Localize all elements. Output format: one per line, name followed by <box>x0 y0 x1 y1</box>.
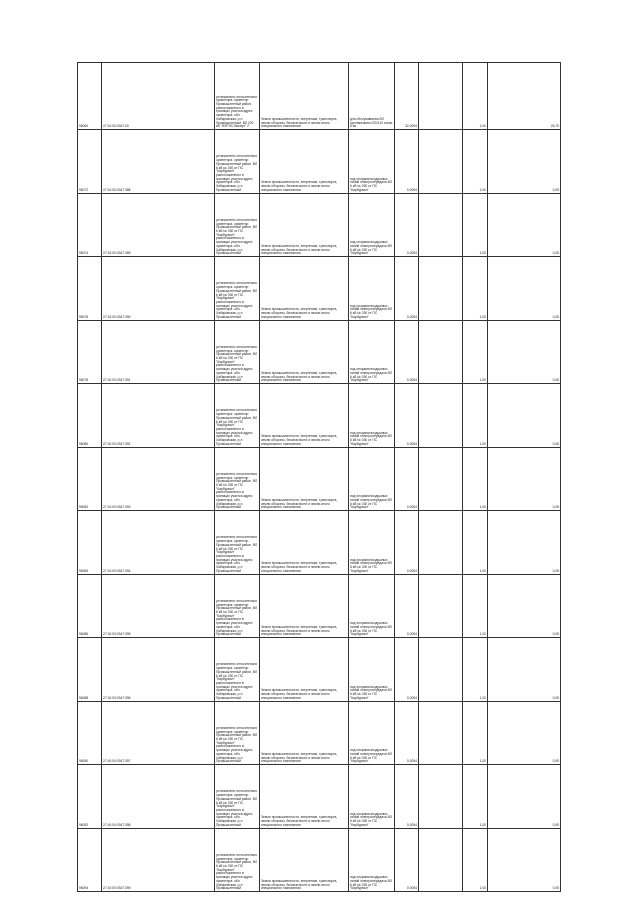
location-cell: установлено относительно ориентира: ориентир Промышленный район, ВЛ 6 кВ № 030 от ПС "Карбурвал" расположенного в границах участка адрес ориентира: обл. Хабаровская, р-н Промышленный <box>215 130 260 194</box>
area-cell: 0,0054 <box>395 130 419 194</box>
permitted-use-cell: под опорами воздушных линий электропередачи ВЛ 6 кВ № 030 от ПС "Карбурвал" <box>349 257 395 321</box>
table-row <box>78 257 561 321</box>
empty-cell <box>419 765 463 829</box>
location-cell: установлено относительно ориентира: ориентир Промышленный район, расположенного в границах участка адрес ориентира: обл. Хабаровская, р-н Промышленный, ВЛ 220 кВ "НХРЭС-Викарт" 2 <box>215 63 260 130</box>
value-cell: 0,05 <box>488 384 561 448</box>
land-category-cell: Земли промышленности, энергетики, транспорта, земли обороны, безопасности и земли иного специального назначения <box>260 193 349 257</box>
cadastral-number-cell: 27:10:00:0347:00 <box>102 63 215 130</box>
table-row <box>78 130 561 194</box>
cadastral-number-cell: 27:10:00:0347:399 <box>102 828 215 892</box>
row-id-cell: 96076 <box>78 257 102 321</box>
permitted-use-cell: под опорами воздушных линий электропередачи ВЛ 6 кВ № 030 от ПС "Карбурвал" <box>349 130 395 194</box>
land-category-cell: Земли промышленности, энергетики, транспорта, земли обороны, безопасности и земли иного специального назначения <box>260 701 349 765</box>
location-cell: установлено относительно ориентира: ориентир Промышленный район, ВЛ 6 кВ № 030 от ПС "Карбурвал" расположенного в границах участка адрес ориентира: обл. Хабаровская, р-н Промышленный <box>215 701 260 765</box>
location-cell: установлено относительно ориентира: ориентир Промышленный район, ВЛ 6 кВ № 030 от ПС "Карбурвал" расположенного в границах участка адрес ориентира: обл. Хабаровская, р-н Промышленный <box>215 511 260 575</box>
land-category-cell: Земли промышленности, энергетики, транспорта, земли обороны, безопасности и земли иного специального назначения <box>260 63 349 130</box>
value-cell: 1,00 <box>463 701 488 765</box>
area-cell: 0,0054 <box>395 320 419 384</box>
permitted-use-cell: под опорами воздушных линий электропередачи ВЛ 6 кВ № 030 от ПС "Карбурвал" <box>349 193 395 257</box>
cadastral-number-cell: 27:10:00:0347:394 <box>102 511 215 575</box>
area-cell: 0,0054 <box>395 447 419 511</box>
cadastral-number-cell: 27:10:00:0347:398 <box>102 765 215 829</box>
permitted-use-cell: под опорами воздушных линий электропередачи ВЛ 6 кВ № 030 от ПС "Карбурвал" <box>349 765 395 829</box>
cadastral-number-cell: 27:10:00:0347:393 <box>102 447 215 511</box>
cadastral-number-cell: 27:10:00:0347:389 <box>102 193 215 257</box>
permitted-use-cell: под опорами воздушных линий электропередачи ВЛ 6 кВ № 030 от ПС "Карбурвал" <box>349 701 395 765</box>
land-category-cell: Земли промышленности, энергетики, транспорта, земли обороны, безопасности и земли иного специального назначения <box>260 447 349 511</box>
empty-cell <box>419 193 463 257</box>
table-row <box>78 193 561 257</box>
permitted-use-cell: под опорами воздушных линий электропередачи ВЛ 6 кВ № 030 от ПС "Карбурвал" <box>349 511 395 575</box>
permitted-use-cell: под опорами воздушных линий электропередачи ВЛ 6 кВ № 030 от ПС "Карбурвал" <box>349 638 395 702</box>
empty-cell <box>419 63 463 130</box>
value-cell: 0,05 <box>488 193 561 257</box>
cadastral-number-cell: 27:10:00:0347:391 <box>102 320 215 384</box>
value-cell: 26,70 <box>488 63 561 130</box>
table-body <box>78 63 561 892</box>
area-cell: 0,0054 <box>395 828 419 892</box>
table-row <box>78 320 561 384</box>
permitted-use-cell: под опорами воздушных линий электропередачи ВЛ 6 кВ № 030 от ПС "Карбурвал" <box>349 828 395 892</box>
row-id-cell: 96074 <box>78 193 102 257</box>
empty-cell <box>419 447 463 511</box>
value-cell: 1,00 <box>463 574 488 638</box>
location-cell: установлено относительно ориентира: ориентир Промышленный район, ВЛ 6 кВ № 030 от ПС "Карбурвал" расположенного в границах участка адрес ориентира: обл. Хабаровская, р-н Промышленный <box>215 257 260 321</box>
area-cell: 0,0054 <box>395 257 419 321</box>
row-id-cell: 96060 <box>78 63 102 130</box>
empty-cell <box>419 384 463 448</box>
value-cell: 1,00 <box>463 63 488 130</box>
permitted-use-cell: под опорами воздушных линий электропередачи ВЛ 6 кВ № 030 от ПС "Карбурвал" <box>349 447 395 511</box>
cadastral-number-cell: 27:10:00:0347:388 <box>102 130 215 194</box>
area-cell: 0,0054 <box>395 384 419 448</box>
location-cell: установлено относительно ориентира: ориентир Промышленный район, ВЛ 6 кВ № 030 от ПС "Карбурвал" расположенного в границах участка адрес ориентира: обл. Хабаровская, р-н Промышленный <box>215 638 260 702</box>
land-category-cell: Земли промышленности, энергетики, транспорта, земли обороны, безопасности и земли иного специального назначения <box>260 384 349 448</box>
row-id-cell: 96094 <box>78 828 102 892</box>
value-cell: 0,05 <box>488 257 561 321</box>
empty-cell <box>419 320 463 384</box>
row-id-cell: 96088 <box>78 638 102 702</box>
value-cell: 1,00 <box>463 193 488 257</box>
area-cell: 0,0054 <box>395 574 419 638</box>
cadastral-number-cell: 27:10:00:0347:390 <box>102 257 215 321</box>
location-cell: установлено относительно ориентира: ориентир Промышленный район, ВЛ 6 кВ № 030 от ПС "Карбурвал" расположенного в границах участка адрес ориентира: обл. Хабаровская, р-н Промышленный <box>215 193 260 257</box>
area-cell: 0,0054 <box>395 701 419 765</box>
value-cell: 1,00 <box>463 511 488 575</box>
value-cell: 0,05 <box>488 765 561 829</box>
location-cell: установлено относительно ориентира: ориентир Промышленный район, ВЛ 6 кВ № 030 от ПС "Карбурвал" расположенного в границах участка адрес ориентира: обл. Хабаровская, р-н Промышленный <box>215 447 260 511</box>
area-cell: 32,0054 <box>395 63 419 130</box>
table-row <box>78 828 561 892</box>
row-id-cell: 96092 <box>78 765 102 829</box>
row-id-cell: 96090 <box>78 701 102 765</box>
empty-cell <box>419 257 463 321</box>
table-row <box>78 765 561 829</box>
value-cell: 0,05 <box>488 574 561 638</box>
land-category-cell: Земли промышленности, энергетики, транспорта, земли обороны, безопасности и земли иного специального назначения <box>260 828 349 892</box>
land-category-cell: Земли промышленности, энергетики, транспорта, земли обороны, безопасности и земли иного специального назначения <box>260 574 349 638</box>
value-cell: 1,00 <box>463 828 488 892</box>
empty-cell <box>419 511 463 575</box>
row-id-cell: 96080 <box>78 384 102 448</box>
empty-cell <box>419 574 463 638</box>
location-cell: установлено относительно ориентира: ориентир Промышленный район, ВЛ 6 кВ № 030 от ПС "Карбурвал" расположенного в границах участка адрес ориентира: обл. Хабаровская, р-н Промышленный <box>215 320 260 384</box>
value-cell: 1,00 <box>463 765 488 829</box>
value-cell: 0,05 <box>488 828 561 892</box>
value-cell: 0,05 <box>488 130 561 194</box>
location-cell: установлено относительно ориентира: ориентир Промышленный район, ВЛ 6 кВ № 030 от ПС "Карбурвал" расположенного в границах участка адрес ориентира: обл. Хабаровская, р-н Промышленный <box>215 828 260 892</box>
location-cell: установлено относительно ориентира: ориентир Промышленный район, ВЛ 6 кВ № 030 от ПС "Карбурвал" расположенного в границах участка адрес ориентира: обл. Хабаровская, р-н Промышленный <box>215 384 260 448</box>
empty-cell <box>419 828 463 892</box>
land-category-cell: Земли промышленности, энергетики, транспорта, земли обороны, безопасности и земли иного специального назначения <box>260 257 349 321</box>
table-row <box>78 384 561 448</box>
value-cell: 0,05 <box>488 447 561 511</box>
location-cell: установлено относительно ориентира: ориентир Промышленный район, ВЛ 6 кВ № 030 от ПС "Карбурвал" расположенного в границах участка адрес ориентира: обл. Хабаровская, р-н Промышленный <box>215 765 260 829</box>
area-cell: 0,0054 <box>395 765 419 829</box>
permitted-use-cell: под опорами воздушных линий электропередачи ВЛ 6 кВ № 030 от ПС "Карбурвал" <box>349 574 395 638</box>
table-row <box>78 63 561 130</box>
area-cell: 0,0054 <box>395 511 419 575</box>
row-id-cell: 96086 <box>78 574 102 638</box>
cadastral-number-cell: 27:10:00:0347:396 <box>102 638 215 702</box>
permitted-use-cell: под опорами воздушных линий электропередачи ВЛ 6 кВ № 030 от ПС "Карбурвал" <box>349 320 395 384</box>
land-category-cell: Земли промышленности, энергетики, транспорта, земли обороны, безопасности и земли иного специального назначения <box>260 320 349 384</box>
value-cell: 0,05 <box>488 638 561 702</box>
empty-cell <box>419 130 463 194</box>
value-cell: 1,00 <box>463 320 488 384</box>
cadastral-number-cell: 27:10:00:0347:397 <box>102 701 215 765</box>
land-plots-table <box>77 62 561 892</box>
land-category-cell: Земли промышленности, энергетики, транспорта, земли обороны, безопасности и земли иного специального назначения <box>260 130 349 194</box>
table-row <box>78 511 561 575</box>
value-cell: 1,00 <box>463 447 488 511</box>
empty-cell <box>419 638 463 702</box>
land-category-cell: Земли промышленности, энергетики, транспорта, земли обороны, безопасности и земли иного специального назначения <box>260 765 349 829</box>
area-cell: 0,0054 <box>395 638 419 702</box>
table-row <box>78 701 561 765</box>
empty-cell <box>419 701 463 765</box>
cadastral-number-cell: 27:10:00:0347:395 <box>102 574 215 638</box>
value-cell: 0,05 <box>488 511 561 575</box>
permitted-use-cell: под опорами воздушных линий электропередачи ВЛ 6 кВ № 030 от ПС "Карбурвал" <box>349 384 395 448</box>
table-row <box>78 638 561 702</box>
area-cell: 0,0054 <box>395 193 419 257</box>
row-id-cell: 96078 <box>78 320 102 384</box>
value-cell: 0,05 <box>488 701 561 765</box>
row-id-cell: 96084 <box>78 511 102 575</box>
value-cell: 1,00 <box>463 130 488 194</box>
value-cell: 1,00 <box>463 638 488 702</box>
row-id-cell: 96072 <box>78 130 102 194</box>
table-row <box>78 447 561 511</box>
land-category-cell: Земли промышленности, энергетики, транспорта, земли обороны, безопасности и земли иного специального назначения <box>260 638 349 702</box>
value-cell: 1,00 <box>463 384 488 448</box>
table-row <box>78 574 561 638</box>
location-cell: установлено относительно ориентира: ориентир Промышленный район, ВЛ 6 кВ № 030 от ПС "Карбурвал" расположенного в границах участка адрес ориентира: обл. Хабаровская, р-н Промышленный <box>215 574 260 638</box>
value-cell: 0,05 <box>488 320 561 384</box>
land-category-cell: Земли промышленности, энергетики, транспорта, земли обороны, безопасности и земли иного специального назначения <box>260 511 349 575</box>
value-cell: 1,00 <box>463 257 488 321</box>
row-id-cell: 96082 <box>78 447 102 511</box>
cadastral-number-cell: 27:10:00:0347:392 <box>102 384 215 448</box>
permitted-use-cell: для обслуживания ВЛ протяжением 220/110 и/или б кв <box>349 63 395 130</box>
